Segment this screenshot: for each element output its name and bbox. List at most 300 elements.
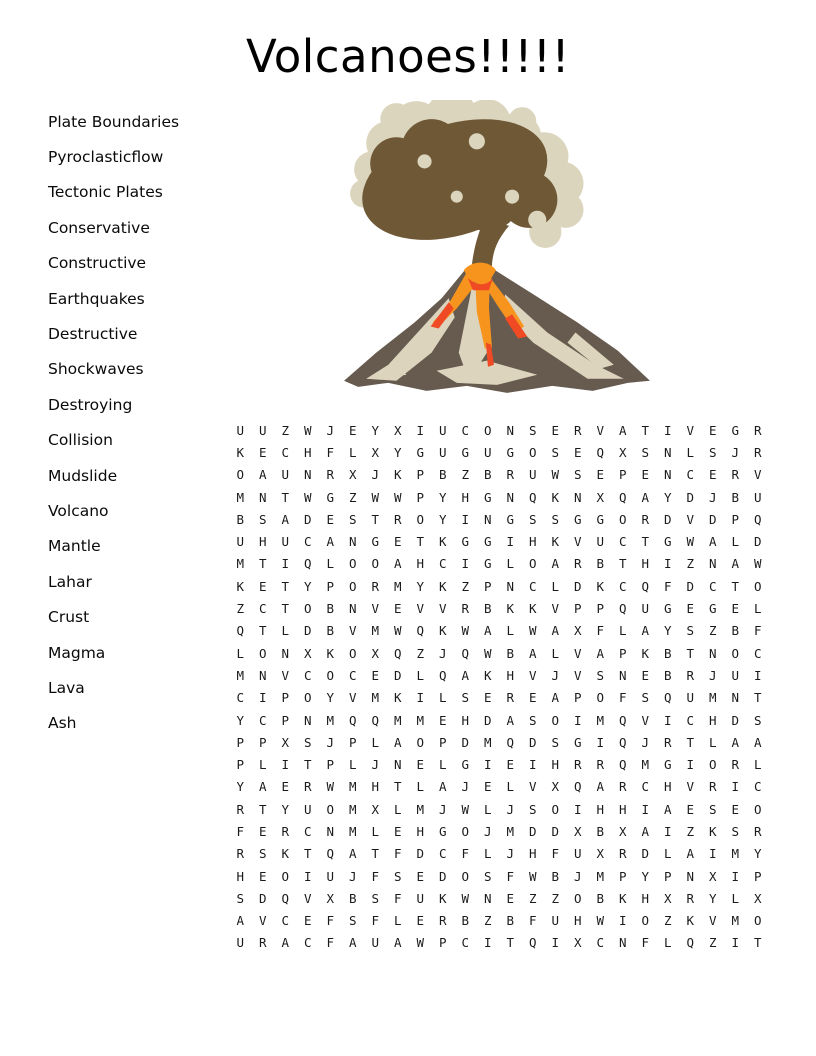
grid-cell: H [528, 846, 537, 862]
grid-cell: W [528, 623, 537, 639]
grid-cell: U [258, 422, 267, 438]
grid-cell: F [371, 868, 380, 884]
grid-cell: G [326, 489, 335, 505]
grid-cell: D [416, 846, 425, 862]
grid-cell: L [393, 913, 402, 929]
grid-cell: F [461, 846, 470, 862]
grid-cell: W [461, 801, 470, 817]
grid-cell: N [281, 645, 290, 661]
grid-cell: N [303, 467, 312, 483]
grid-cell: C [258, 712, 267, 728]
grid-cell: J [506, 801, 515, 817]
grid-cell: N [663, 467, 672, 483]
grid-cell: D [303, 511, 312, 527]
grid-cell: W [551, 467, 560, 483]
grid-cell: Q [281, 890, 290, 906]
grid-cell: A [281, 511, 290, 527]
grid-cell: V [753, 467, 762, 483]
grid-cell: C [753, 645, 762, 661]
grid-cell: I [483, 757, 492, 773]
grid-cell: J [461, 779, 470, 795]
grid-cell: W [528, 868, 537, 884]
grid-cell: N [731, 690, 740, 706]
grid-cell: B [731, 623, 740, 639]
grid-cell: I [731, 935, 740, 951]
grid-cell: T [393, 779, 402, 795]
grid-cell: Q [438, 667, 447, 683]
grid-cell: M [326, 712, 335, 728]
grid-cell: A [506, 712, 515, 728]
grid-cell: O [348, 578, 357, 594]
grid-cell: O [753, 913, 762, 929]
grid-cell: K [438, 534, 447, 550]
grid-cell: A [438, 779, 447, 795]
grid-cell: U [281, 467, 290, 483]
grid-cell: F [618, 690, 627, 706]
grid-cell: E [258, 868, 267, 884]
grid-cell: P [236, 734, 245, 750]
grid-cell: K [483, 667, 492, 683]
grid-cell: O [326, 667, 335, 683]
grid-cell: X [663, 890, 672, 906]
grid-cell: T [753, 690, 762, 706]
grid-cell: Q [236, 623, 245, 639]
grid-cell: N [506, 489, 515, 505]
grid-cell: M [371, 690, 380, 706]
grid-cell: X [326, 890, 335, 906]
grid-cell: E [731, 801, 740, 817]
grid-cell: N [326, 823, 335, 839]
grid-cell: D [551, 823, 560, 839]
grid-cell: E [348, 422, 357, 438]
grid-cell: N [618, 667, 627, 683]
grid-cell: L [551, 645, 560, 661]
grid-cell: D [393, 667, 402, 683]
grid-cell: C [281, 444, 290, 460]
word-list-item: Destroying [48, 395, 133, 414]
grid-cell: N [393, 757, 402, 773]
grid-cell: M [483, 734, 492, 750]
grid-cell: V [258, 913, 267, 929]
grid-cell: P [326, 757, 335, 773]
grid-cell: W [483, 645, 492, 661]
grid-cell: H [416, 823, 425, 839]
grid-cell: C [753, 779, 762, 795]
grid-cell: L [393, 801, 402, 817]
grid-cell: O [618, 511, 627, 527]
grid-cell: F [326, 913, 335, 929]
grid-cell: X [371, 444, 380, 460]
grid-cell: M [348, 823, 357, 839]
grid-cell: V [528, 667, 537, 683]
grid-cell: A [483, 623, 492, 639]
grid-cell: I [483, 935, 492, 951]
grid-cell: O [641, 913, 650, 929]
grid-cell: S [753, 712, 762, 728]
grid-cell: W [596, 913, 605, 929]
grid-cell: C [303, 935, 312, 951]
grid-cell: A [731, 556, 740, 572]
grid-cell: L [663, 846, 672, 862]
grid-cell: H [618, 801, 627, 817]
grid-cell: X [618, 823, 627, 839]
grid-cell: C [281, 913, 290, 929]
grid-cell: Z [686, 823, 695, 839]
grid-cell: G [708, 601, 717, 617]
grid-cell: L [348, 444, 357, 460]
grid-cell: J [348, 868, 357, 884]
grid-cell: R [753, 444, 762, 460]
grid-cell: R [326, 467, 335, 483]
grid-cell: A [641, 623, 650, 639]
grid-cell: I [663, 712, 672, 728]
grid-cell: A [686, 846, 695, 862]
grid-cell: G [596, 511, 605, 527]
grid-cell: B [663, 667, 672, 683]
grid-cell: T [258, 623, 267, 639]
grid-cell: R [371, 578, 380, 594]
grid-cell: U [416, 890, 425, 906]
word-list [48, 104, 179, 741]
grid-cell: O [551, 712, 560, 728]
grid-cell: A [753, 734, 762, 750]
grid-cell: G [438, 823, 447, 839]
grid-cell: T [258, 801, 267, 817]
grid-cell: H [551, 757, 560, 773]
grid-cell: T [686, 645, 695, 661]
grid-cell: X [618, 444, 627, 460]
grid-cell: H [663, 779, 672, 795]
grid-cell: J [708, 489, 717, 505]
grid-cell: R [618, 846, 627, 862]
grid-cell: V [371, 601, 380, 617]
grid-cell: C [618, 534, 627, 550]
grid-cell: N [258, 489, 267, 505]
grid-cell: Z [708, 935, 717, 951]
grid-cell: P [663, 868, 672, 884]
grid-cell: K [506, 601, 515, 617]
grid-cell: V [686, 511, 695, 527]
grid-cell: L [438, 690, 447, 706]
grid-cell: H [528, 534, 537, 550]
grid-cell: O [236, 467, 245, 483]
grid-cell: J [438, 801, 447, 817]
grid-cell: Y [753, 846, 762, 862]
grid-cell: E [708, 422, 717, 438]
grid-cell: M [393, 712, 402, 728]
grid-cell: W [416, 935, 425, 951]
grid-cell: O [753, 801, 762, 817]
grid-cell: P [438, 935, 447, 951]
grid-cell: J [438, 645, 447, 661]
grid-cell: U [438, 444, 447, 460]
grid-cell: U [686, 690, 695, 706]
grid-cell: V [416, 601, 425, 617]
grid-cell: V [641, 712, 650, 728]
grid-cell: G [461, 444, 470, 460]
grid-cell: V [573, 645, 582, 661]
grid-cell: N [483, 511, 492, 527]
grid-cell: K [686, 913, 695, 929]
grid-cell: S [708, 801, 717, 817]
grid-cell: E [438, 712, 447, 728]
grid-cell: F [551, 846, 560, 862]
grid-cell: E [708, 467, 717, 483]
grid-cell: Q [618, 489, 627, 505]
grid-cell: U [236, 935, 245, 951]
grid-cell: L [281, 623, 290, 639]
grid-cell: N [506, 422, 515, 438]
grid-cell: P [573, 690, 582, 706]
grid-cell: Z [348, 489, 357, 505]
grid-cell: K [438, 578, 447, 594]
grid-cell: G [483, 534, 492, 550]
grid-cell: G [663, 601, 672, 617]
grid-cell: T [506, 935, 515, 951]
word-list-item: Mantle [48, 537, 101, 556]
grid-cell: E [506, 757, 515, 773]
word-list-item: Magma [48, 643, 106, 662]
grid-cell: E [573, 444, 582, 460]
grid-cell: Q [618, 757, 627, 773]
grid-cell: R [393, 511, 402, 527]
grid-cell: P [326, 578, 335, 594]
grid-cell: P [348, 734, 357, 750]
grid-cell: Q [596, 444, 605, 460]
grid-cell: C [258, 601, 267, 617]
grid-cell: T [618, 556, 627, 572]
grid-cell: X [551, 779, 560, 795]
grid-cell: V [303, 890, 312, 906]
grid-cell: Q [753, 511, 762, 527]
grid-cell: A [551, 556, 560, 572]
grid-cell: V [348, 690, 357, 706]
grid-cell: E [528, 690, 537, 706]
grid-cell: K [618, 890, 627, 906]
grid-cell: O [348, 556, 357, 572]
grid-cell: L [348, 757, 357, 773]
grid-cell: B [326, 601, 335, 617]
grid-cell: M [236, 489, 245, 505]
grid-cell: Z [663, 913, 672, 929]
grid-cell: K [596, 578, 605, 594]
grid-cell: Q [528, 489, 537, 505]
grid-cell: U [236, 534, 245, 550]
grid-cell: P [236, 757, 245, 773]
grid-cell: I [573, 712, 582, 728]
grid-cell: K [326, 645, 335, 661]
grid-cell: D [641, 846, 650, 862]
grid-cell: Q [686, 935, 695, 951]
grid-cell: P [573, 601, 582, 617]
grid-cell: L [416, 779, 425, 795]
grid-cell: S [686, 623, 695, 639]
grid-cell: E [416, 757, 425, 773]
grid-cell: X [281, 734, 290, 750]
grid-cell: L [731, 534, 740, 550]
grid-cell: H [461, 489, 470, 505]
grid-cell: D [303, 623, 312, 639]
grid-cell: C [641, 779, 650, 795]
grid-cell: P [596, 601, 605, 617]
grid-cell: G [506, 511, 515, 527]
grid-cell: E [393, 823, 402, 839]
grid-cell: L [371, 734, 380, 750]
grid-cell: W [303, 489, 312, 505]
grid-cell: I [551, 935, 560, 951]
grid-cell: Q [393, 645, 402, 661]
grid-cell: P [618, 868, 627, 884]
grid-cell: K [393, 690, 402, 706]
grid-cell: I [731, 868, 740, 884]
grid-cell: C [438, 846, 447, 862]
grid-cell: L [663, 935, 672, 951]
grid-cell: K [708, 823, 717, 839]
grid-cell: R [686, 667, 695, 683]
grid-cell: K [438, 890, 447, 906]
grid-cell: L [371, 823, 380, 839]
grid-cell: I [416, 422, 425, 438]
grid-cell: M [416, 801, 425, 817]
grid-cell: Y [326, 690, 335, 706]
grid-cell: S [483, 868, 492, 884]
grid-cell: E [416, 913, 425, 929]
grid-cell: A [618, 422, 627, 438]
grid-cell: V [573, 534, 582, 550]
grid-cell: O [281, 868, 290, 884]
grid-cell: X [573, 823, 582, 839]
grid-cell: C [686, 467, 695, 483]
grid-cell: L [708, 734, 717, 750]
grid-cell: A [393, 734, 402, 750]
grid-cell: I [596, 734, 605, 750]
grid-cell: S [303, 734, 312, 750]
grid-cell: U [483, 444, 492, 460]
grid-cell: B [236, 511, 245, 527]
grid-cell: A [258, 467, 267, 483]
grid-cell: D [438, 868, 447, 884]
grid-cell: R [573, 556, 582, 572]
word-list-item: Collision [48, 431, 113, 450]
grid-cell: O [461, 868, 470, 884]
grid-cell: Z [236, 601, 245, 617]
grid-cell: G [483, 489, 492, 505]
grid-cell: M [641, 757, 650, 773]
grid-cell: Q [641, 578, 650, 594]
grid-cell: V [708, 913, 717, 929]
grid-cell: M [236, 667, 245, 683]
grid-cell: L [686, 444, 695, 460]
grid-cell: K [528, 601, 537, 617]
grid-cell: V [281, 667, 290, 683]
grid-cell: A [596, 779, 605, 795]
grid-cell: R [438, 913, 447, 929]
grid-cell: M [596, 712, 605, 728]
grid-cell: E [371, 667, 380, 683]
grid-cell: E [281, 779, 290, 795]
grid-cell: U [303, 801, 312, 817]
grid-cell: K [641, 645, 650, 661]
word-search-grid [229, 419, 769, 954]
grid-cell: R [573, 422, 582, 438]
grid-cell: Z [708, 623, 717, 639]
grid-cell: I [303, 868, 312, 884]
grid-cell: Q [461, 645, 470, 661]
grid-cell: U [371, 935, 380, 951]
grid-cell: I [461, 511, 470, 527]
grid-cell: E [393, 601, 402, 617]
grid-cell: Y [236, 712, 245, 728]
grid-cell: U [573, 846, 582, 862]
grid-cell: D [663, 511, 672, 527]
grid-cell: O [551, 801, 560, 817]
grid-cell: F [326, 444, 335, 460]
grid-cell: A [596, 645, 605, 661]
grid-cell: W [461, 890, 470, 906]
grid-cell: S [573, 467, 582, 483]
grid-cell: E [686, 601, 695, 617]
grid-cell: F [393, 846, 402, 862]
grid-cell: L [731, 890, 740, 906]
grid-cell: A [731, 734, 740, 750]
grid-cell: H [641, 890, 650, 906]
grid-cell: O [596, 690, 605, 706]
grid-cell: O [326, 801, 335, 817]
grid-cell: F [663, 578, 672, 594]
grid-cell: I [641, 801, 650, 817]
grid-cell: I [258, 690, 267, 706]
grid-cell: Q [326, 846, 335, 862]
grid-cell: E [258, 578, 267, 594]
grid-cell: U [326, 868, 335, 884]
grid-cell: H [416, 556, 425, 572]
grid-cell: V [686, 779, 695, 795]
grid-cell: U [753, 489, 762, 505]
grid-cell: E [551, 422, 560, 438]
grid-cell: E [483, 690, 492, 706]
word-list-item: Shockwaves [48, 360, 144, 379]
grid-cell: M [506, 823, 515, 839]
grid-cell: S [371, 890, 380, 906]
grid-cell: C [686, 712, 695, 728]
grid-cell: I [663, 422, 672, 438]
grid-cell: U [551, 913, 560, 929]
grid-cell: I [281, 757, 290, 773]
grid-cell: L [753, 757, 762, 773]
grid-cell: A [641, 823, 650, 839]
grid-cell: M [393, 578, 402, 594]
grid-cell: P [753, 868, 762, 884]
grid-cell: A [393, 935, 402, 951]
grid-cell: U [438, 422, 447, 438]
grid-cell: B [731, 489, 740, 505]
grid-cell: E [731, 601, 740, 617]
grid-cell: U [596, 534, 605, 550]
grid-cell: O [731, 645, 740, 661]
grid-cell: S [393, 868, 402, 884]
grid-cell: A [528, 645, 537, 661]
grid-cell: V [573, 667, 582, 683]
grid-cell: I [686, 757, 695, 773]
grid-cell: I [663, 823, 672, 839]
grid-cell: O [573, 890, 582, 906]
grid-cell: Z [461, 467, 470, 483]
grid-cell: G [573, 511, 582, 527]
grid-cell: S [551, 511, 560, 527]
grid-cell: T [753, 935, 762, 951]
grid-cell: C [461, 935, 470, 951]
grid-cell: B [483, 601, 492, 617]
